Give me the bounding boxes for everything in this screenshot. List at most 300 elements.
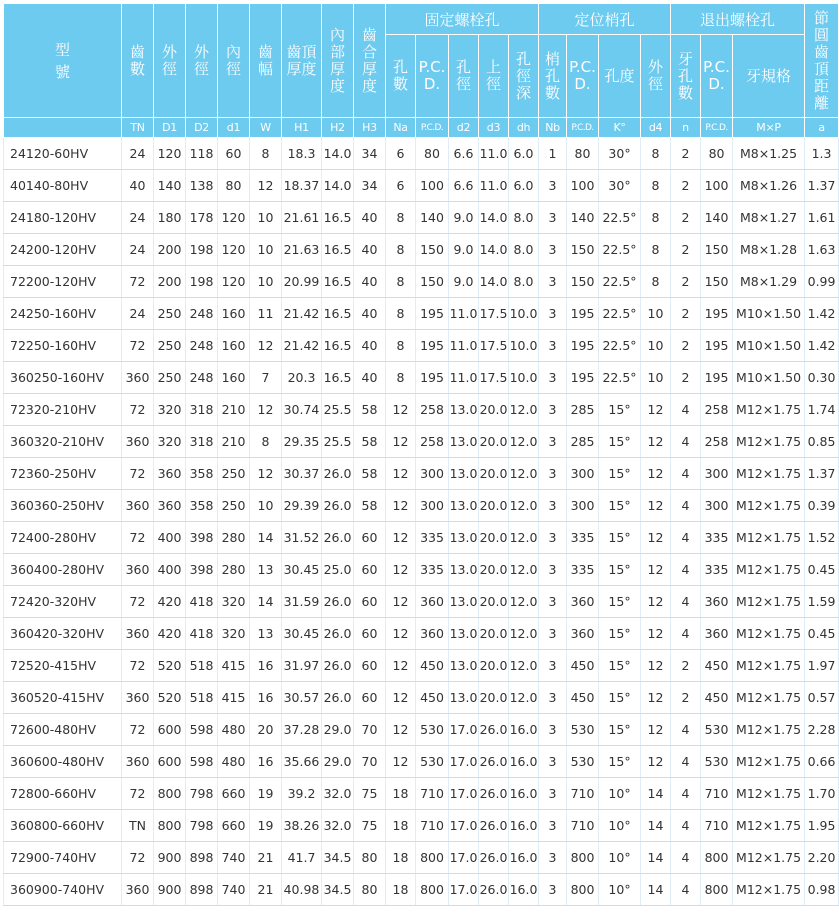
cell-dh: 10.0 — [509, 330, 539, 362]
symbol-h1: H1 — [282, 118, 322, 138]
cell-h2: 26.0 — [322, 458, 354, 490]
cell-h3: 58 — [354, 490, 386, 522]
cell-a: 0.45 — [805, 618, 839, 650]
cell-d4: 14 — [641, 842, 671, 874]
cell-model: 24200-120HV — [4, 234, 122, 266]
cell-k: 22.5° — [599, 298, 641, 330]
cell-nb: 3 — [539, 202, 567, 234]
cell-inner-d1: 160 — [218, 298, 250, 330]
cell-model: 360320-210HV — [4, 426, 122, 458]
cell-fixed-pcd: 258 — [416, 426, 449, 458]
cell-nb: 3 — [539, 714, 567, 746]
cell-teeth: 360 — [122, 362, 154, 394]
cell-fixed-pcd: 800 — [416, 874, 449, 906]
cell-h1: 30.45 — [282, 618, 322, 650]
cell-h2: 25.5 — [322, 394, 354, 426]
cell-k: 22.5° — [599, 202, 641, 234]
cell-inner-d1: 80 — [218, 170, 250, 202]
cell-d2-hole: 13.0 — [449, 586, 479, 618]
symbol-n: n — [671, 118, 701, 138]
cell-a: 1.42 — [805, 330, 839, 362]
cell-h2: 16.5 — [322, 298, 354, 330]
cell-nb: 3 — [539, 330, 567, 362]
cell-h1: 30.57 — [282, 682, 322, 714]
cell-d1: 800 — [154, 810, 186, 842]
cell-h2: 26.0 — [322, 682, 354, 714]
cell-nb: 3 — [539, 266, 567, 298]
cell-d2-hole: 13.0 — [449, 522, 479, 554]
cell-h1: 35.66 — [282, 746, 322, 778]
cell-h2: 16.5 — [322, 330, 354, 362]
cell-d1: 420 — [154, 618, 186, 650]
cell-h1: 18.37 — [282, 170, 322, 202]
cell-na: 8 — [386, 266, 416, 298]
cell-nb: 3 — [539, 170, 567, 202]
cell-nb: 3 — [539, 586, 567, 618]
cell-d1: 400 — [154, 522, 186, 554]
cell-h3: 40 — [354, 298, 386, 330]
cell-n: 4 — [671, 522, 701, 554]
cell-d2: 418 — [186, 586, 218, 618]
cell-mxp: M12×1.75 — [733, 842, 805, 874]
cell-a: 0.39 — [805, 490, 839, 522]
cell-d1: 250 — [154, 362, 186, 394]
cell-h3: 80 — [354, 874, 386, 906]
cell-d2: 358 — [186, 458, 218, 490]
cell-nb: 3 — [539, 874, 567, 906]
symbol-dh: dh — [509, 118, 539, 138]
cell-d2-hole: 17.0 — [449, 874, 479, 906]
cell-teeth: 72 — [122, 330, 154, 362]
cell-h1: 18.3 — [282, 138, 322, 170]
cell-pin-pcd: 80 — [567, 138, 599, 170]
cell-dh: 8.0 — [509, 202, 539, 234]
cell-fixed-pcd: 100 — [416, 170, 449, 202]
cell-inner-d1: 60 — [218, 138, 250, 170]
header-pin-pcd: P.C.D. — [567, 35, 599, 118]
cell-mxp: M12×1.75 — [733, 746, 805, 778]
cell-d4: 10 — [641, 330, 671, 362]
cell-dh: 16.0 — [509, 714, 539, 746]
cell-ejector-pcd: 710 — [701, 810, 733, 842]
cell-w: 14 — [250, 522, 282, 554]
cell-a: 0.85 — [805, 426, 839, 458]
cell-model: 360520-415HV — [4, 682, 122, 714]
table-row — [4, 682, 839, 714]
cell-h3: 40 — [354, 362, 386, 394]
cell-d4: 8 — [641, 170, 671, 202]
cell-d1: 120 — [154, 138, 186, 170]
cell-mxp: M12×1.75 — [733, 522, 805, 554]
cell-w: 20 — [250, 714, 282, 746]
cell-w: 21 — [250, 842, 282, 874]
header-pin-outer-diameter: 外徑 — [641, 35, 671, 118]
header-tooth-width: 齒幅 — [250, 4, 282, 118]
cell-d4: 12 — [641, 650, 671, 682]
cell-dh: 12.0 — [509, 394, 539, 426]
cell-na: 12 — [386, 554, 416, 586]
cell-mxp: M8×1.29 — [733, 266, 805, 298]
cell-h3: 34 — [354, 138, 386, 170]
symbol-h2: H2 — [322, 118, 354, 138]
cell-dh: 16.0 — [509, 810, 539, 842]
cell-k: 15° — [599, 490, 641, 522]
cell-fixed-pcd: 80 — [416, 138, 449, 170]
cell-k: 10° — [599, 778, 641, 810]
cell-h3: 40 — [354, 202, 386, 234]
cell-fixed-pcd: 530 — [416, 714, 449, 746]
cell-d2: 398 — [186, 554, 218, 586]
cell-d3: 20.0 — [479, 554, 509, 586]
table-row — [4, 778, 839, 810]
cell-d2: 398 — [186, 522, 218, 554]
cell-na: 12 — [386, 490, 416, 522]
cell-teeth: 360 — [122, 874, 154, 906]
cell-d2: 798 — [186, 778, 218, 810]
cell-inner-d1: 415 — [218, 682, 250, 714]
cell-nb: 3 — [539, 682, 567, 714]
cell-w: 19 — [250, 810, 282, 842]
cell-k: 15° — [599, 746, 641, 778]
cell-h1: 20.99 — [282, 266, 322, 298]
cell-d2: 318 — [186, 394, 218, 426]
cell-n: 2 — [671, 330, 701, 362]
cell-h2: 26.0 — [322, 618, 354, 650]
cell-model: 72360-250HV — [4, 458, 122, 490]
cell-d3: 26.0 — [479, 714, 509, 746]
cell-n: 4 — [671, 842, 701, 874]
cell-d2-hole: 13.0 — [449, 490, 479, 522]
cell-d1: 320 — [154, 426, 186, 458]
cell-teeth: 72 — [122, 458, 154, 490]
cell-k: 15° — [599, 618, 641, 650]
cell-d2: 898 — [186, 842, 218, 874]
cell-a: 0.66 — [805, 746, 839, 778]
cell-d4: 8 — [641, 202, 671, 234]
header-locating-pin-group: 定位梢孔 — [539, 4, 671, 35]
cell-h3: 60 — [354, 554, 386, 586]
cell-w: 12 — [250, 330, 282, 362]
cell-d4: 8 — [641, 138, 671, 170]
cell-d2: 248 — [186, 362, 218, 394]
cell-a: 1.63 — [805, 234, 839, 266]
cell-ejector-pcd: 450 — [701, 682, 733, 714]
cell-fixed-pcd: 195 — [416, 298, 449, 330]
cell-d4: 12 — [641, 554, 671, 586]
header-inner-thickness: 內部厚度 — [322, 4, 354, 118]
cell-d2-hole: 6.6 — [449, 138, 479, 170]
cell-dh: 12.0 — [509, 458, 539, 490]
cell-d3: 17.5 — [479, 298, 509, 330]
table-row — [4, 266, 839, 298]
cell-n: 4 — [671, 458, 701, 490]
cell-fixed-pcd: 300 — [416, 490, 449, 522]
table-row — [4, 298, 839, 330]
cell-nb: 3 — [539, 458, 567, 490]
cell-h2: 32.0 — [322, 810, 354, 842]
cell-h3: 40 — [354, 266, 386, 298]
symbol-d2-hole: d2 — [449, 118, 479, 138]
cell-na: 18 — [386, 778, 416, 810]
cell-w: 10 — [250, 266, 282, 298]
cell-d2-hole: 13.0 — [449, 618, 479, 650]
cell-d2-hole: 13.0 — [449, 682, 479, 714]
cell-nb: 3 — [539, 554, 567, 586]
cell-h1: 31.52 — [282, 522, 322, 554]
cell-ejector-pcd: 360 — [701, 618, 733, 650]
cell-teeth: 360 — [122, 554, 154, 586]
cell-nb: 3 — [539, 426, 567, 458]
cell-d2-hole: 9.0 — [449, 234, 479, 266]
cell-pin-pcd: 450 — [567, 650, 599, 682]
cell-k: 10° — [599, 810, 641, 842]
cell-pin-pcd: 300 — [567, 458, 599, 490]
symbol-d1: D1 — [154, 118, 186, 138]
cell-n: 4 — [671, 618, 701, 650]
cell-d4: 12 — [641, 586, 671, 618]
cell-d2: 118 — [186, 138, 218, 170]
cell-h2: 34.5 — [322, 842, 354, 874]
cell-ejector-pcd: 800 — [701, 874, 733, 906]
cell-nb: 3 — [539, 842, 567, 874]
cell-teeth: 72 — [122, 394, 154, 426]
cell-model: 72420-320HV — [4, 586, 122, 618]
header-pin-hole-count: 梢孔數 — [539, 35, 567, 118]
cell-nb: 3 — [539, 522, 567, 554]
cell-d2: 198 — [186, 234, 218, 266]
cell-d3: 11.0 — [479, 138, 509, 170]
cell-d1: 180 — [154, 202, 186, 234]
cell-teeth: 360 — [122, 426, 154, 458]
header-fixed-pcd: P.C.D. — [416, 35, 449, 118]
cell-h3: 80 — [354, 842, 386, 874]
cell-teeth: 72 — [122, 522, 154, 554]
cell-mxp: M8×1.28 — [733, 234, 805, 266]
cell-h1: 41.7 — [282, 842, 322, 874]
cell-d2-hole: 11.0 — [449, 362, 479, 394]
cell-h3: 75 — [354, 810, 386, 842]
cell-d2-hole: 13.0 — [449, 650, 479, 682]
cell-ejector-pcd: 140 — [701, 202, 733, 234]
cell-model: 24250-160HV — [4, 298, 122, 330]
cell-d3: 17.5 — [479, 362, 509, 394]
cell-h2: 34.5 — [322, 874, 354, 906]
cell-teeth: 72 — [122, 650, 154, 682]
cell-k: 15° — [599, 714, 641, 746]
cell-mxp: M12×1.75 — [733, 426, 805, 458]
table-row — [4, 522, 839, 554]
cell-pin-pcd: 360 — [567, 586, 599, 618]
cell-pin-pcd: 195 — [567, 330, 599, 362]
cell-h2: 26.0 — [322, 522, 354, 554]
cell-h1: 29.39 — [282, 490, 322, 522]
symbol-pin-pcd: P.C.D. — [567, 118, 599, 138]
cell-d1: 320 — [154, 394, 186, 426]
cell-model: 24120-60HV — [4, 138, 122, 170]
cell-na: 8 — [386, 202, 416, 234]
cell-h1: 39.2 — [282, 778, 322, 810]
cell-d3: 20.0 — [479, 490, 509, 522]
cell-na: 12 — [386, 426, 416, 458]
cell-k: 15° — [599, 426, 641, 458]
cell-na: 12 — [386, 650, 416, 682]
cell-ejector-pcd: 195 — [701, 362, 733, 394]
cell-h3: 40 — [354, 330, 386, 362]
cell-d4: 14 — [641, 874, 671, 906]
cell-inner-d1: 480 — [218, 746, 250, 778]
cell-w: 11 — [250, 298, 282, 330]
cell-d3: 20.0 — [479, 394, 509, 426]
cell-teeth: 24 — [122, 234, 154, 266]
cell-h2: 29.0 — [322, 714, 354, 746]
cell-h2: 26.0 — [322, 586, 354, 618]
symbol-mxp: M×P — [733, 118, 805, 138]
cell-h3: 75 — [354, 778, 386, 810]
cell-d4: 10 — [641, 298, 671, 330]
cell-d4: 14 — [641, 778, 671, 810]
cell-d3: 26.0 — [479, 874, 509, 906]
cell-d2: 248 — [186, 298, 218, 330]
cell-pin-pcd: 150 — [567, 266, 599, 298]
symbol-blank — [4, 118, 122, 138]
cell-pin-pcd: 150 — [567, 234, 599, 266]
cell-w: 13 — [250, 554, 282, 586]
cell-mxp: M10×1.50 — [733, 362, 805, 394]
cell-pin-pcd: 140 — [567, 202, 599, 234]
symbol-ejector-pcd: P.C.D. — [701, 118, 733, 138]
header-outer-diameter-2: 外徑 — [186, 4, 218, 118]
cell-d4: 12 — [641, 394, 671, 426]
cell-w: 7 — [250, 362, 282, 394]
cell-h2: 29.0 — [322, 746, 354, 778]
cell-na: 18 — [386, 874, 416, 906]
cell-ejector-pcd: 258 — [701, 394, 733, 426]
cell-d4: 12 — [641, 490, 671, 522]
cell-d2-hole: 13.0 — [449, 554, 479, 586]
header-model: 型 號 — [4, 4, 122, 118]
cell-na: 6 — [386, 138, 416, 170]
cell-w: 12 — [250, 394, 282, 426]
header-fixed-upper-diameter: 上徑 — [479, 35, 509, 118]
cell-teeth: 360 — [122, 490, 154, 522]
cell-model: 360250-160HV — [4, 362, 122, 394]
cell-d2-hole: 6.6 — [449, 170, 479, 202]
cell-inner-d1: 320 — [218, 586, 250, 618]
cell-d1: 900 — [154, 842, 186, 874]
cell-dh: 6.0 — [509, 170, 539, 202]
cell-n: 2 — [671, 298, 701, 330]
cell-n: 4 — [671, 778, 701, 810]
cell-k: 10° — [599, 874, 641, 906]
cell-ejector-pcd: 710 — [701, 778, 733, 810]
cell-d4: 8 — [641, 266, 671, 298]
cell-ejector-pcd: 360 — [701, 586, 733, 618]
cell-h1: 31.59 — [282, 586, 322, 618]
cell-d2: 138 — [186, 170, 218, 202]
cell-h2: 32.0 — [322, 778, 354, 810]
cell-mxp: M10×1.50 — [733, 298, 805, 330]
cell-nb: 3 — [539, 746, 567, 778]
cell-w: 16 — [250, 682, 282, 714]
cell-d3: 20.0 — [479, 618, 509, 650]
cell-d4: 12 — [641, 714, 671, 746]
cell-pin-pcd: 285 — [567, 426, 599, 458]
cell-dh: 10.0 — [509, 298, 539, 330]
cell-h1: 40.98 — [282, 874, 322, 906]
cell-model: 360800-660HV — [4, 810, 122, 842]
cell-fixed-pcd: 360 — [416, 586, 449, 618]
header-fixed-hole-count: 孔數 — [386, 35, 416, 118]
cell-d3: 11.0 — [479, 170, 509, 202]
cell-d2-hole: 17.0 — [449, 714, 479, 746]
cell-dh: 6.0 — [509, 138, 539, 170]
cell-na: 12 — [386, 746, 416, 778]
header-fixed-hole-depth: 孔徑深 — [509, 35, 539, 118]
cell-pin-pcd: 335 — [567, 522, 599, 554]
cell-na: 8 — [386, 330, 416, 362]
cell-model: 72250-160HV — [4, 330, 122, 362]
cell-d3: 26.0 — [479, 778, 509, 810]
cell-teeth: 72 — [122, 266, 154, 298]
cell-d3: 20.0 — [479, 426, 509, 458]
cell-k: 22.5° — [599, 362, 641, 394]
cell-n: 4 — [671, 394, 701, 426]
cell-mxp: M8×1.27 — [733, 202, 805, 234]
cell-d2: 318 — [186, 426, 218, 458]
cell-nb: 3 — [539, 810, 567, 842]
cell-w: 10 — [250, 490, 282, 522]
cell-pin-pcd: 800 — [567, 842, 599, 874]
cell-teeth: 72 — [122, 778, 154, 810]
cell-na: 12 — [386, 394, 416, 426]
cell-teeth: 40 — [122, 170, 154, 202]
cell-n: 2 — [671, 170, 701, 202]
cell-d1: 200 — [154, 266, 186, 298]
cell-inner-d1: 480 — [218, 714, 250, 746]
cell-d1: 140 — [154, 170, 186, 202]
cell-k: 15° — [599, 522, 641, 554]
cell-n: 4 — [671, 554, 701, 586]
cell-nb: 3 — [539, 394, 567, 426]
cell-inner-d1: 740 — [218, 842, 250, 874]
cell-d3: 20.0 — [479, 682, 509, 714]
cell-w: 16 — [250, 746, 282, 778]
cell-dh: 8.0 — [509, 234, 539, 266]
cell-a: 2.28 — [805, 714, 839, 746]
cell-w: 10 — [250, 234, 282, 266]
cell-k: 15° — [599, 586, 641, 618]
cell-n: 2 — [671, 234, 701, 266]
cell-w: 16 — [250, 650, 282, 682]
symbol-a: a — [805, 118, 839, 138]
cell-d3: 14.0 — [479, 202, 509, 234]
cell-n: 4 — [671, 586, 701, 618]
cell-fixed-pcd: 710 — [416, 810, 449, 842]
cell-a: 1.70 — [805, 778, 839, 810]
cell-mxp: M12×1.75 — [733, 810, 805, 842]
cell-na: 18 — [386, 842, 416, 874]
cell-h3: 60 — [354, 682, 386, 714]
cell-inner-d1: 120 — [218, 234, 250, 266]
cell-d2-hole: 11.0 — [449, 298, 479, 330]
cell-n: 4 — [671, 426, 701, 458]
cell-inner-d1: 250 — [218, 458, 250, 490]
cell-h2: 16.5 — [322, 234, 354, 266]
cell-nb: 3 — [539, 234, 567, 266]
symbol-d1-inner: d1 — [218, 118, 250, 138]
cell-ejector-pcd: 150 — [701, 266, 733, 298]
cell-h1: 30.37 — [282, 458, 322, 490]
